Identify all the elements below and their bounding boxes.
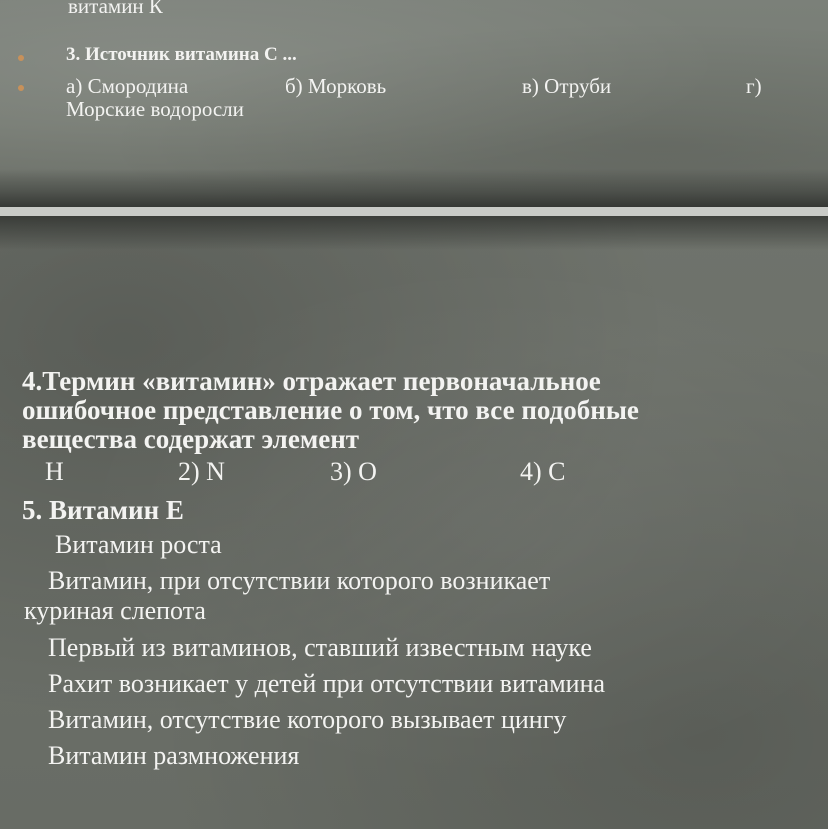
option-2: 2) N	[178, 457, 225, 486]
partial-text-line: витамин К	[68, 0, 163, 18]
answer-c: в) Отруби	[522, 74, 612, 98]
list-item-continuation: куриная слепота	[24, 596, 206, 625]
option-1: Н	[45, 457, 64, 486]
answer-a: а) Смородина	[66, 74, 189, 98]
question-3-title: 3. Источник витамина С ...	[66, 44, 297, 65]
answer-d-mark: г)	[746, 74, 762, 98]
bottom-slide	[0, 216, 828, 829]
top-slide	[0, 0, 828, 207]
option-3: 3) O	[330, 457, 377, 486]
question-4-line-2: ошибочное представление о том, что все подобные	[22, 395, 639, 425]
bullet-icon	[18, 55, 24, 61]
list-item: Рахит возникает у детей при отсутствии витамина	[48, 669, 606, 698]
question-5-title: 5. Витамин Е	[22, 495, 184, 525]
option-4: 4) C	[520, 457, 566, 486]
slide-divider	[0, 207, 828, 216]
list-item: Витамин, при отсутствии которого возникает	[48, 566, 551, 595]
list-item: Витамин роста	[55, 530, 222, 559]
question-4-line-3: вещества содержат элемент	[22, 424, 360, 454]
bullet-icon	[18, 85, 24, 91]
answer-b: б) Морковь	[285, 74, 387, 98]
answer-d-text: Морские водоросли	[66, 97, 244, 121]
list-item: Витамин, отсутствие которого вызывает цингу	[48, 705, 567, 734]
list-item: Первый из витаминов, ставший известным науке	[48, 633, 592, 662]
list-item: Витамин размножения	[48, 741, 300, 770]
question-4-line-1: 4.Термин «витамин» отражает первоначальное	[22, 366, 601, 396]
